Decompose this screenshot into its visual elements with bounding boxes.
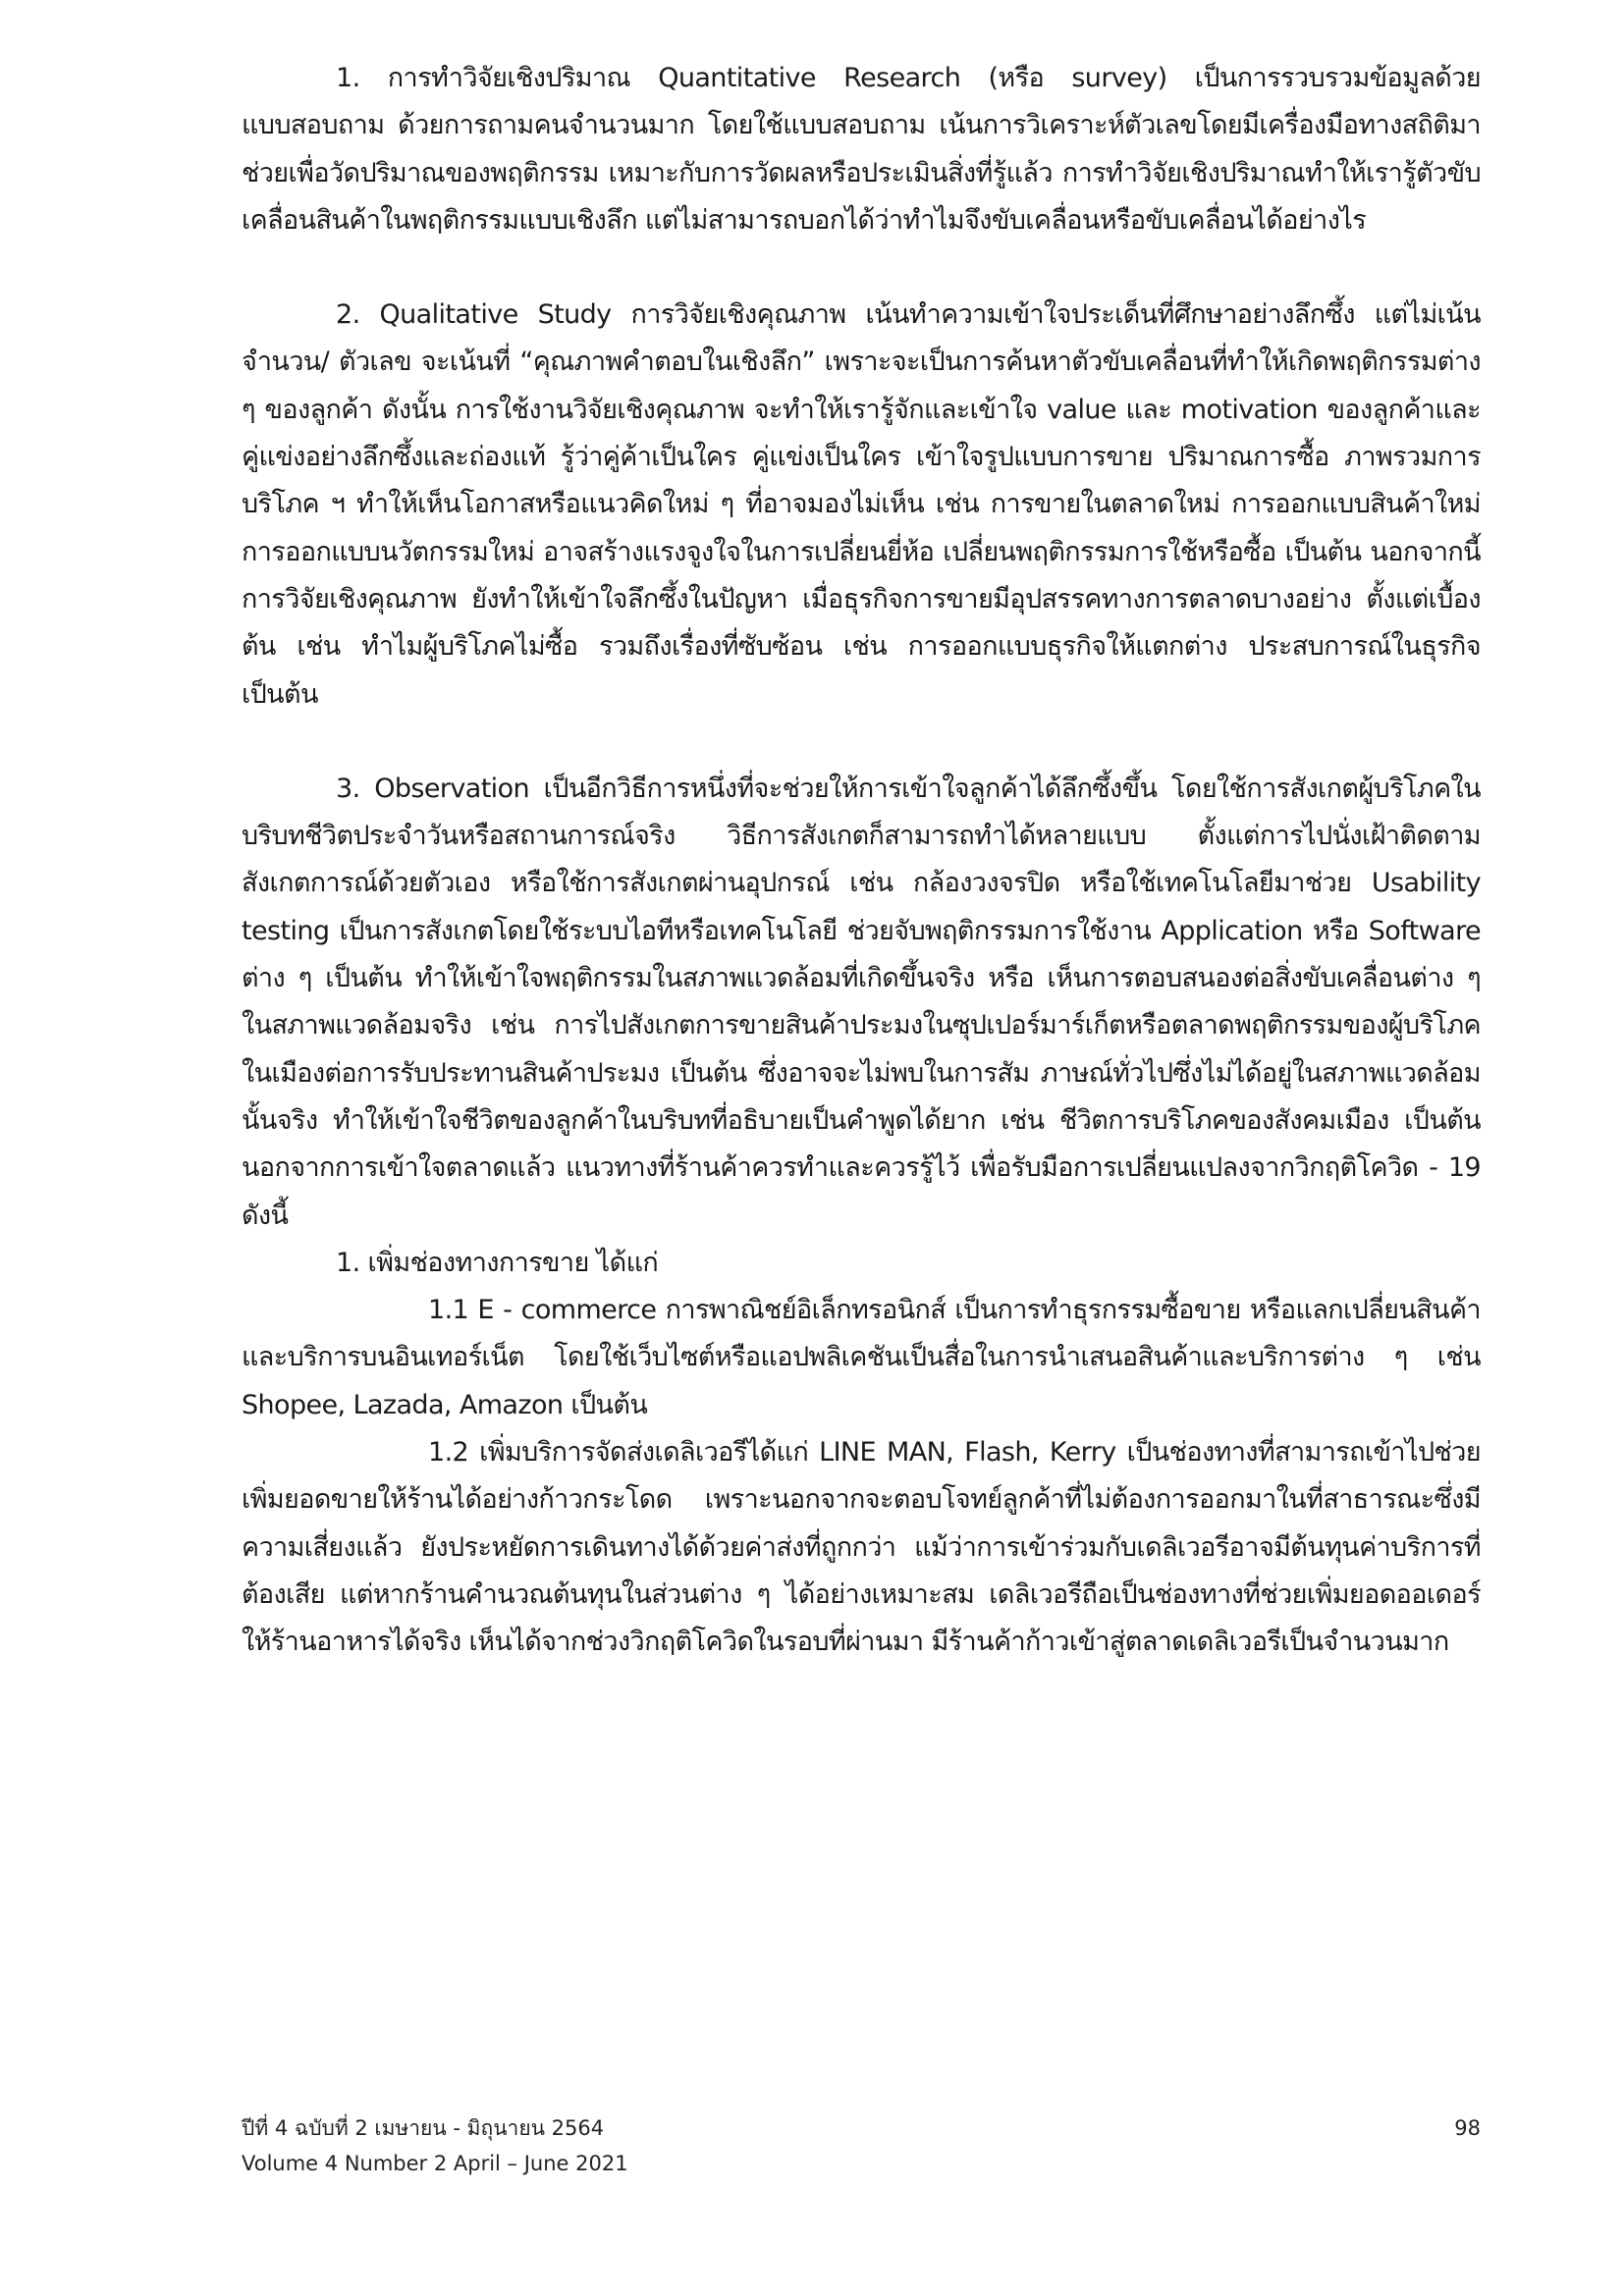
- footer-english-issue: Volume 4 Number 2 April – June 2021: [242, 2152, 628, 2175]
- paragraph-quantitative-research: 1. การทำวิจัยเชิงปริมาณ Quantitative Research (หรือ survey) เป็นการรวบรวมข้อมูลด้วยแบบสอบถาม ด้วยการถามคนจำนวนมาก โดยใช้แบบสอบถาม เน้นการวิเคราะห์ตัวเลขโดยมีเครื่องมือทางสถิติมาช่วยเพื่อวัดปริมาณของพฤติกรรม เหมาะกับการวัดผลหรือประเมินสิ่งที่รู้แล้ว การทำวิจัยเชิงปริมาณทำให้เรารู้ตัวขับเคลื่อนสินค้าในพฤติกรรมแบบเชิงลึก แต่ไม่สามารถบอกได้ว่าทำไมจึงขับเคลื่อนหรือขับเคลื่อนได้อย่างไร: [242, 63, 1481, 236]
- list-heading-sales-channels: 1. เพิ่มช่องทางการขาย ได้แก่: [336, 1247, 659, 1278]
- list-item-ecommerce: 1.1 E - commerce การพาณิชย์อิเล็กทรอนิกส์ เป็นการทำธุรกรรมซื้อขาย หรือแลกเปลี่ยนสินค้าและบริการบนอินเทอร์เน็ต โดยใช้เว็บไซต์หรือแอปพลิเคชันเป็นสื่อในการนำเสนอสินค้าและบริการต่าง ๆ เช่น Shopee, Lazada, Amazon เป็นต้น: [242, 1295, 1481, 1420]
- article-body: [242, 55, 1481, 1667]
- paragraph-observation: 3. Observation เป็นอีกวิธีการหนึ่งที่จะช่วยให้การเข้าใจลูกค้าได้ลึกซึ้งขึ้น โดยใช้การสังเกตผู้บริโภคในบริบทชีวิตประจำวันหรือสถานการณ์จริง วิธีการสังเกตก็สามารถทำได้หลายแบบ ตั้งแต่การไปนั่งเฝ้าติดตามสังเกตการณ์ด้วยตัวเอง หรือใช้การสังเกตผ่านอุปกรณ์ เช่น กล้องวงจรปิด หรือใช้เทคโนโลยีมาช่วย Usability testing เป็นการสังเกตโดยใช้ระบบไอทีหรือเทคโนโลยี ช่วยจับพฤติกรรมการใช้งาน Application หรือ Software ต่าง ๆ เป็นต้น ทำให้เข้าใจพฤติกรรมในสภาพแวดล้อมที่เกิดขึ้นจริง หรือ เห็นการตอบสนองต่อสิ่งขับเคลื่อนต่าง ๆ ในสภาพแวดล้อมจริง เช่น การไปสังเกตการขายสินค้าประมงในซุปเปอร์มาร์เก็ตหรือตลาดพฤติกรรมของผู้บริโภคในเมืองต่อการรับประทานสินค้าประมง เป็นต้น ซึ่งอาจจะไม่พบในการสัม ภาษณ์ทั่วไปซึ่งไม่ได้อยู่ในสภาพแวดล้อมนั้นจริง ทำให้เข้าใจชีวิตของลูกค้าในบริบทที่อธิบายเป็นคำพูดได้ยาก เช่น ชีวิตการบริโภคของสังคมเมือง เป็นต้นนอกจากการเข้าใจตลาดแล้ว แนวทางที่ร้านค้าควรทำและควรรู้ไว้ เพื่อรับมือการเปลี่ยนแปลงจากวิกฤติโควิด - 19 ดังนี้: [242, 773, 1481, 1231]
- page-number: 98: [1454, 2116, 1481, 2140]
- paragraph-spacer: [242, 719, 1481, 766]
- footer-thai-issue: ปีที่ 4 ฉบับที่ 2 เมษายน - มิถุนายน 2564: [242, 2116, 605, 2140]
- page-footer: [242, 2110, 1481, 2181]
- paragraph-qualitative-study: 2. Qualitative Study การวิจัยเชิงคุณภาพ เน้นทำความเข้าใจประเด็นที่ศึกษาอย่างลึกซึ้ง แต่ไม่เน้นจำนวน/ ตัวเลข จะเน้นที่ “คุณภาพคำตอบในเชิงลึก” เพราะจะเป็นการค้นหาตัวขับเคลื่อนที่ทำให้เกิดพฤติกรรมต่าง ๆ ของลูกค้า ดังนั้น การใช้งานวิจัยเชิงคุณภาพ จะทำให้เรารู้จักและเข้าใจ value และ motivation ของลูกค้าและคู่แข่งอย่างลึกซึ้งและถ่องแท้ รู้ว่าคู่ค้าเป็นใคร คู่แข่งเป็นใคร เข้าใจรูปแบบการขาย ปริมาณการซื้อ ภาพรวมการบริโภค ฯ ทำให้เห็นโอกาสหรือแนวคิดใหม่ ๆ ที่อาจมองไม่เห็น เช่น การขายในตลาดใหม่ การออกแบบสินค้าใหม่ การออกแบบนวัตกรรมใหม่ อาจสร้างแรงจูงใจในการเปลี่ยนยี่ห้อ เปลี่ยนพฤติกรรมการใช้หรือซื้อ เป็นต้น นอกจากนี้การวิจัยเชิงคุณภาพ ยังทำให้เข้าใจลึกซึ้งในปัญหา เมื่อธุรกิจการขายมีอุปสรรคทางการตลาดบางอย่าง ตั้งแต่เบื้องต้น เช่น ทำไมผู้บริโภคไม่ซื้อ รวมถึงเรื่องที่ซับซ้อน เช่น การออกแบบธุรกิจให้แตกต่าง ประสบการณ์ในธุรกิจ เป็นต้น: [242, 299, 1481, 710]
- list-item-delivery: 1.2 เพิ่มบริการจัดส่งเดลิเวอรีได้แก่ LINE MAN, Flash, Kerry เป็นช่องทางที่สามารถเข้าไปช่วยเพิ่มยอดขายให้ร้านได้อย่างก้าวกระโดด เพราะนอกจากจะตอบโจทย์ลูกค้าที่ไม่ต้องการออกมาในที่สาธารณะซึ่งมีความเสี่ยงแล้ว ยังประหยัดการเดินทางได้ด้วยค่าส่งที่ถูกกว่า แม้ว่าการเข้าร่วมกับเดลิเวอรีอาจมีต้นทุนค่าบริการที่ต้องเสีย แต่หากร้านคำนวณต้นทุนในส่วนต่าง ๆ ได้อย่างเหมาะสม เดลิเวอรีถือเป็นช่องทางที่ช่วยเพิ่มยอดออเดอร์ให้ร้านอาหารได้จริง เห็นได้จากช่วงวิกฤติโควิดในรอบที่ผ่านมา มีร้านค้าก้าวเข้าสู่ตลาดเดลิเวอรีเป็นจำนวนมาก: [242, 1437, 1481, 1658]
- paragraph-spacer: [242, 244, 1481, 292]
